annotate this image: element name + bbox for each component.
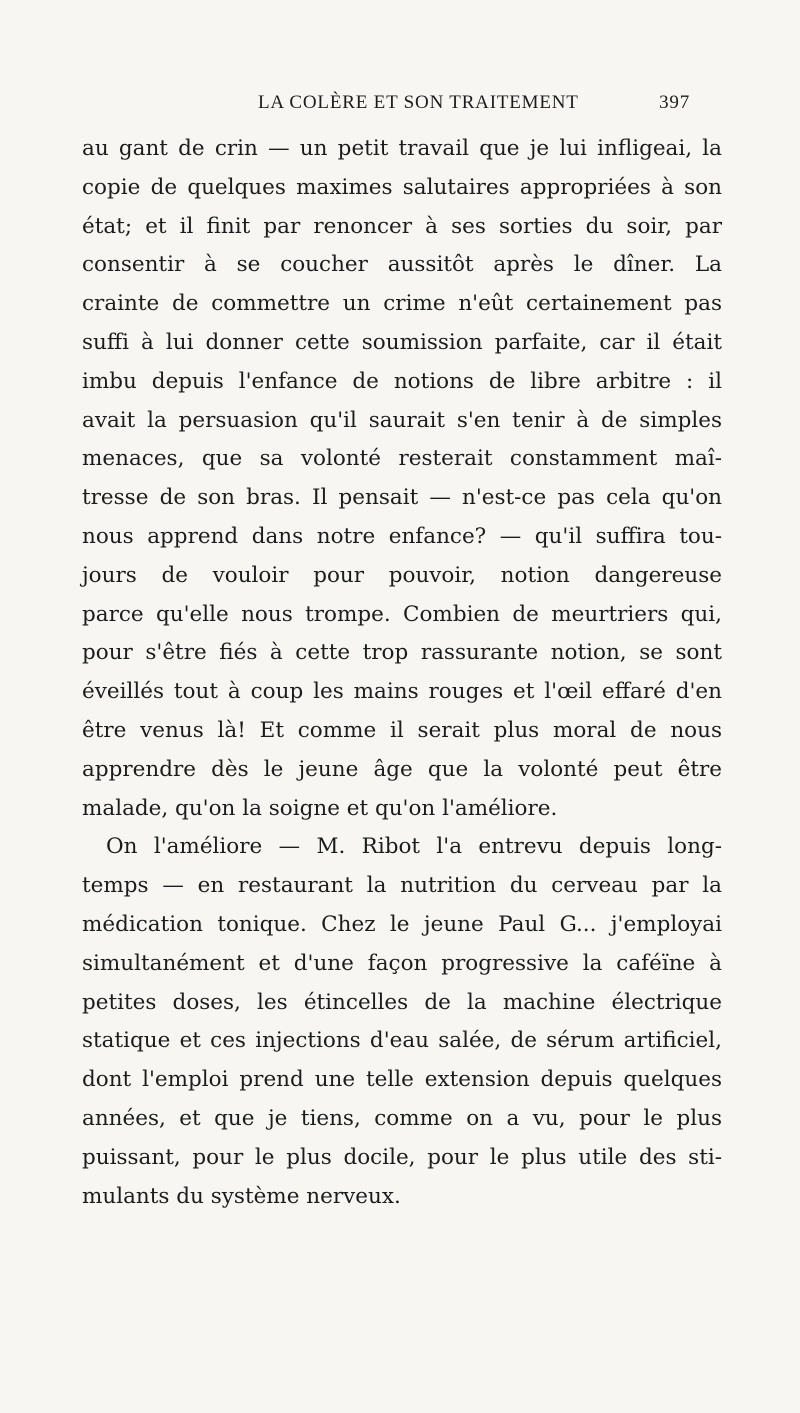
text-line: temps — en restaurant la nutrition du cerveau par la xyxy=(82,873,722,899)
running-head xyxy=(170,92,690,116)
text-line: état; et il finit par renoncer à ses sorties du soir, par xyxy=(82,213,722,239)
text-line: On l'améliore — M. Ribot l'a entrevu depuis long- xyxy=(106,834,722,860)
text-line: avait la persuasion qu'il saurait s'en tenir à de simples xyxy=(82,407,722,433)
text-line: imbu depuis l'enfance de notions de libre arbitre : il xyxy=(82,368,722,394)
text-line: consentir à se coucher aussitôt après le dîner. La xyxy=(82,252,722,278)
running-title: LA COLÈRE ET SON TRAITEMENT xyxy=(258,92,579,113)
text-line: suffi à lui donner cette soumission parfaite, car il était xyxy=(82,329,722,355)
text-line: années, et que je tiens, comme on a vu, pour le plus xyxy=(82,1105,722,1131)
text-line: petites doses, les étincelles de la machine électrique xyxy=(82,989,722,1015)
text-line: jours de vouloir pour pouvoir, notion dangereuse xyxy=(82,562,722,588)
text-line: médication tonique. Chez le jeune Paul G... j'employai xyxy=(82,911,722,937)
text-line: éveillés tout à coup les mains rouges et l'œil effaré d'en xyxy=(82,679,722,705)
text-line: tresse de son bras. Il pensait — n'est-ce pas cela qu'on xyxy=(82,485,722,511)
page-number: 397 xyxy=(659,92,690,113)
text-line: statique et ces injections d'eau salée, de sérum artificiel, xyxy=(82,1028,722,1054)
text-line: apprendre dès le jeune âge que la volonté peut être xyxy=(82,756,722,782)
text-line: être venus là! Et comme il serait plus moral de nous xyxy=(82,717,722,743)
text-line: malade, qu'on la soigne et qu'on l'améliore. xyxy=(82,795,558,821)
text-line: menaces, que sa volonté resterait constamment maî- xyxy=(82,446,722,472)
text-line: copie de quelques maximes salutaires appropriées à son xyxy=(82,174,722,200)
text-line: nous apprend dans notre enfance? — qu'il suffira tou- xyxy=(82,523,722,549)
text-line: pour s'être fiés à cette trop rassurante notion, se sont xyxy=(82,640,722,666)
text-line: au gant de crin — un petit travail que je lui infligeai, la xyxy=(82,136,722,161)
text-line: dont l'emploi prend une telle extension depuis quelques xyxy=(82,1067,722,1093)
text-line: puissant, pour le plus docile, pour le plus utile des sti- xyxy=(82,1144,722,1170)
text-line: mulants du système nerveux. xyxy=(82,1183,401,1209)
text-line: crainte de commettre un crime n'eût certainement pas xyxy=(82,291,722,317)
text-line: simultanément et d'une façon progressive la caféïne à xyxy=(82,950,722,976)
body-text xyxy=(82,130,722,1216)
text-line: parce qu'elle nous trompe. Combien de meurtriers qui, xyxy=(82,601,722,627)
